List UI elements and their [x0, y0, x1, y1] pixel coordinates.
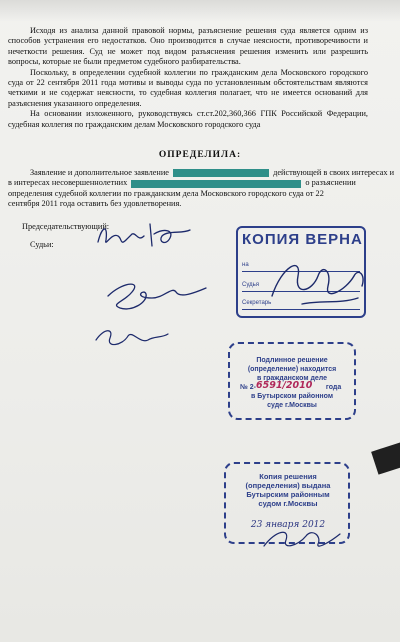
- copy-true-signature: [262, 246, 372, 316]
- case-number-handwritten: 6591/2010: [256, 380, 313, 391]
- copy-true-title: КОПИЯ ВЕРНА: [242, 231, 363, 248]
- chair-label: Председательствующий:: [22, 222, 110, 231]
- redacted-name-1: [173, 169, 269, 177]
- issued-line-3: Бутырским районным: [246, 490, 330, 499]
- archive-stamp: [228, 342, 356, 420]
- redacted-name-2: [131, 180, 301, 188]
- decision-text: [8, 168, 395, 210]
- archive-year-suffix: года: [325, 384, 342, 391]
- paragraph-1: Исходя из анализа данной правовой нормы, разъяснение решения суда является одним из способов устранения его недостатков. Оно производится в случае неясности, противоречивости и нечеткости решения. Суд не может под видом разъяснения решения изменить или разрешить вопросы, которые не были предметом судебного разбирательства.: [8, 26, 368, 67]
- issued-date-handwritten: 23 января 2012: [250, 520, 326, 530]
- archive-line-3: в гражданском деле: [256, 375, 328, 382]
- decision-heading: ОПРЕДЕЛИЛА:: [158, 150, 242, 160]
- judge-signature-1: [102, 272, 212, 314]
- judge-signature-2: [92, 322, 172, 352]
- archive-line-4: № 2- года: [240, 384, 342, 391]
- archive-line-6: суде г.Москвы: [267, 402, 317, 409]
- archive-line-1: Подлинное решение: [256, 357, 328, 364]
- chair-signature: [94, 212, 204, 252]
- scan-corner-artifact: [371, 441, 400, 474]
- archive-line-2: (определение) находится: [247, 366, 337, 373]
- decision-line-4: сентября 2011 года оставить без удовлетворения.: [8, 199, 182, 209]
- scan-top-shadow: [0, 0, 400, 22]
- paragraph-3: На основании изложенного, руководствуясь ст.ст.202,360,366 ГПК Российской Федерации, судебная коллегия по гражданским делам Московского городского суда: [8, 109, 368, 129]
- paragraph-2: Поскольку, в определении судебной коллегии по гражданским дела Московского городского суда от 22 сентября 2011 года мотивы и выводы суда по установленным обстоятельствам являются четкими и не содержат неясности, то судебная коллегия полагает, что не имеется оснований для разъяснения указанного определения.: [8, 67, 368, 108]
- judges-label: Судьи:: [30, 240, 54, 249]
- issued-line-4: судом г.Москвы: [258, 499, 318, 508]
- copy-true-secretary-row: Секретарь: [242, 300, 360, 310]
- issued-signature: [256, 516, 346, 556]
- copy-true-judge-row: Судья: [242, 282, 360, 292]
- decision-line-2: в интересах несовершеннолетних о разъяснении: [8, 178, 356, 188]
- copy-true-date-row: на: [242, 262, 360, 272]
- archive-line-5: в Бутырском районном: [250, 393, 334, 400]
- decision-line-3: определения судебной коллегии по гражданским дела Московского городского суда от 22: [8, 188, 324, 198]
- issued-line-1: Копия решения: [259, 472, 317, 481]
- decision-line-1: Заявление и дополнительное заявление действующей в своих интересах и: [30, 168, 395, 177]
- reasoning-text: [8, 26, 368, 130]
- issued-line-2: (определения) выдана: [245, 481, 331, 490]
